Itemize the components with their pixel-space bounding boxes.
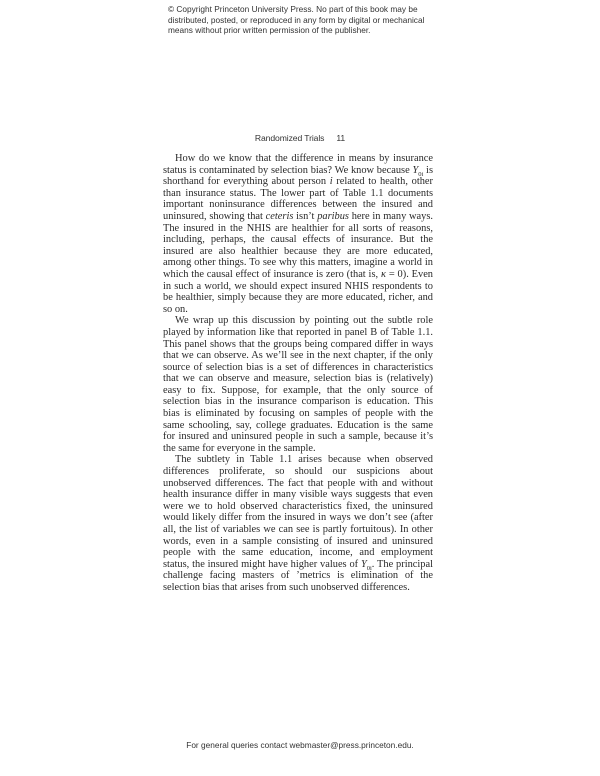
copyright-line-3: means without prior written permission of the publisher. bbox=[168, 25, 371, 36]
math-y-symbol: Y bbox=[412, 164, 419, 176]
math-i: i bbox=[329, 176, 333, 188]
copyright-notice bbox=[168, 4, 438, 36]
paragraph-1-text-f: = 0). Even in such a world, we should expect insured NHIS respondents to be healthier, simply because they are more educated, richer, and so on. bbox=[163, 268, 433, 315]
page-number: 11 bbox=[336, 133, 346, 143]
paragraph-2: We wrap up this discussion by pointing out the subtle role played by information like that reported in panel B of Table 1.1. This panel shows that the groups being compared differ in ways that we can observe. As we’ll see in the next chapter, if the only source of selection bias is a set of differences in characteristics that we can observe and measure, selection bias is (relatively) easy to fix. Suppose, for example, that the only source of selection bias in the insurance comparison is education. This bias is eliminated by focusing on samples of people with the same schooling, say, college graduates. Education is the same for insured and uninsured people in such a sample, because it’s the same for everyone in the sample. bbox=[163, 315, 433, 454]
italic-ceteris: ceteris bbox=[265, 210, 294, 222]
copyright-line-2: distributed, posted, or reproduced in any form by digital or mechanical bbox=[168, 14, 425, 25]
paragraph-1 bbox=[163, 153, 433, 315]
running-head-title: Randomized Trials bbox=[254, 133, 325, 143]
math-kappa: κ bbox=[380, 268, 386, 280]
paragraph-1-text-d: isn’t bbox=[293, 210, 318, 222]
copyright-line-1: © Copyright Princeton University Press. No part of this book may be bbox=[168, 4, 418, 14]
math-y-subscript: 0i bbox=[418, 170, 424, 178]
paragraph-3-text-a: The subtlety in Table 1.1 arises because when observed differences proliferate, so should our suspicions about unobserved differences. The fact that people with and without health insurance differ in many visible ways suggests that even were we to hold observed characteristics fixed, the uninsured would likely differ from the insured in ways we don’t see (after all, the list of variables we can see is partly fortuitous). In other words, even in a sample consisting of insured and uninsured people with the same education, income, and employment status, the insured might have higher values of bbox=[163, 454, 433, 570]
paragraph-1-text-e: here in many ways. The insured in the NHIS are healthier for all sorts of reasons, including, perhaps, the causal effects of insurance. But the insured are also healthier because they are more educated, among other things. To see why this matters, imagine a world in which the causal effect of insurance is zero (that is, bbox=[163, 210, 434, 280]
math-y-symbol-2: Y bbox=[360, 558, 367, 570]
paragraph-3-text-b: . The principal challenge facing masters of ’metrics is elimination of the selection bias that arises from such unobserved differences. bbox=[163, 558, 433, 593]
footer-contact: For general queries contact webmaster@press.princeton.edu. bbox=[186, 740, 414, 750]
math-y-subscript-2: 0i bbox=[366, 564, 372, 572]
paragraph-1-text-b: is shorthand for everything about person bbox=[163, 164, 433, 188]
math-y0i bbox=[412, 165, 423, 176]
paragraph-3 bbox=[163, 454, 433, 593]
paragraph-1-text-c: related to health, other than insurance status. The lower part of Table 1.1 documents important noninsurance differences between the insured and uninsured, showing that bbox=[163, 176, 433, 222]
italic-paribus: paribus bbox=[317, 210, 349, 222]
paragraph-1-text-a: How do we know that the difference in means by insurance status is contaminated by selection bias? We know because bbox=[163, 153, 433, 176]
math-y0i-2 bbox=[361, 559, 372, 570]
body-text bbox=[163, 153, 433, 594]
running-head bbox=[0, 133, 600, 143]
